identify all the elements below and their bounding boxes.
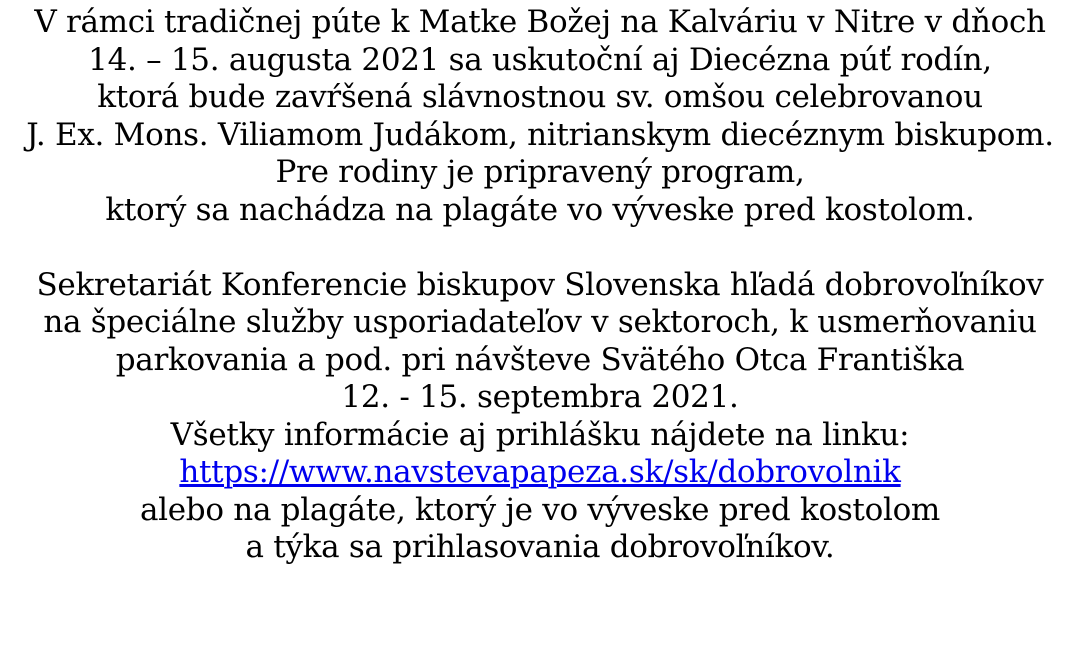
text-line: parkovania a pod. pri návšteve Svätého Otca Františka <box>115 341 965 378</box>
text-line: alebo na plagáte, ktorý je vo výveske pred kostolom <box>139 491 941 528</box>
text-line: J. Ex. Mons. Viliamom Judákom, nitrianskym diecéznym biskupom. <box>26 116 1054 153</box>
text-line: Pre rodiny je pripravený program, <box>275 154 805 190</box>
volunteer-link[interactable]: https://www.navstevapapeza.sk/sk/dobrovolnik <box>179 454 901 490</box>
text-line: na špeciálne služby usporiadateľov v sektoroch, k usmerňovaniu <box>43 304 1037 340</box>
text-line: Sekretariát Konferencie biskupov Slovenska hľadá dobrovoľníkov <box>36 266 1044 303</box>
text-line: ktorá bude zavŕšená slávnostnou sv. omšou celebrovanou <box>97 79 983 115</box>
link-line <box>0 454 1080 492</box>
text-line: V rámci tradičnej púte k Matke Božej na Kalváriu v Nitre v dňoch <box>34 4 1046 40</box>
text-line: a týka sa prihlasovania dobrovoľníkov. <box>245 529 835 565</box>
text-line: Všetky informácie aj prihlášku nájdete na linku: <box>170 416 910 453</box>
text-line: ktorý sa nachádza na plagáte vo výveske pred kostolom. <box>105 191 975 228</box>
announcement-volunteers <box>0 267 1080 567</box>
text-line: 12. - 15. septembra 2021. <box>341 379 739 415</box>
announcement-pilgrimage <box>0 4 1080 229</box>
text-line: 14. – 15. augusta 2021 sa uskutoční aj Diecézna púť rodín, <box>88 41 992 78</box>
paragraph-gap <box>0 229 1080 267</box>
